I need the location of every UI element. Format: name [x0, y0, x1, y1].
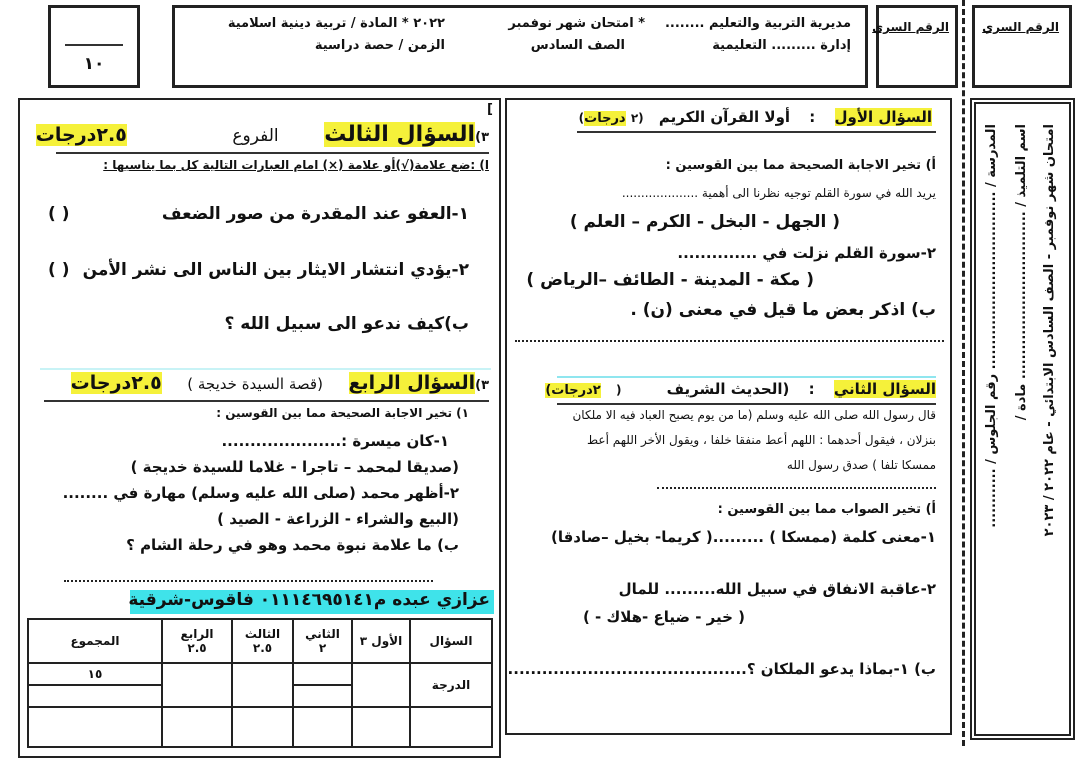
q4-part-a: ١) تخير الاجابة الصحيحة مما بين القوسين :: [216, 406, 469, 420]
q3-marks: ٢.٥درجات: [35, 124, 127, 146]
q3-part-b: ب)كيف ندعو الى سبيل الله ؟: [224, 314, 469, 334]
q3-heading: [36, 122, 489, 147]
q1-marks-open: (٢: [630, 111, 644, 125]
table-header-row: [28, 619, 492, 663]
q1-heading: [579, 108, 932, 126]
time: الزمن / حصة دراسية: [314, 38, 445, 53]
secret-number-box: [872, 5, 958, 88]
header-q2: الثاني ٢: [293, 619, 352, 663]
q2-heading: [545, 380, 936, 398]
q3-topic: الفروع: [232, 126, 279, 146]
table-cell: [28, 707, 162, 747]
student-info-panel: [970, 98, 1075, 740]
q1-colon: :: [809, 108, 816, 126]
hadith-line-1: قال رسول الله صلى الله عليه وسلم (ما من يوم يصبح العباد فيه الا ملكان: [572, 408, 936, 422]
q2-marks-open: (: [615, 383, 622, 397]
q2-item2: ٢-عاقبة الانفاق في سبيل الله......... للمال: [618, 580, 936, 598]
q4-topic: (قصة السيدة خديجة ): [187, 375, 323, 393]
table-cell: [293, 707, 352, 747]
q4-item2-options: (البيع والشراء - الزراعة - الصيد ): [217, 510, 459, 528]
q2-title: السؤال الثاني: [833, 380, 936, 398]
school-line: امتحان شهر نوفمبر - الصف السادس الابتدائي - عام ٢٠٢٢ / ٢٠٢٣: [1041, 124, 1057, 537]
q3-item2: ٢-يؤدي انتشار الايثار بين الناس الى نشر الأمن: [82, 260, 469, 280]
hadith-line-3: ممسكا تلفا ) صدق رسول الله: [786, 458, 936, 472]
secret-number-label: الرقم السري: [982, 20, 1059, 34]
q1-part-a: أ) تخير الاجابة الصحيحة مما بين القوسين :: [665, 158, 936, 173]
q2-item2-options: ( خير - ضياع -هلاك - ): [582, 608, 745, 626]
q4-item2: ٢-أظهر محمد (صلى الله عليه وسلم) مهارة في ........: [62, 484, 459, 502]
q2-part-a: أ) تخير الصواب مما بين القوسين :: [717, 502, 936, 517]
table-row: [28, 663, 492, 685]
q1-topic: أولا القرآن الكريم: [658, 108, 791, 126]
q1-title: السؤال الأول: [834, 108, 932, 126]
q3-item2-answer[interactable]: ( ): [48, 260, 70, 280]
grade-q3-cell[interactable]: [232, 663, 293, 707]
q3-instruction: ا) :ضع علامة(√)أو علامة (×) امام العبارات التالية كل بما يناسبها :: [103, 158, 489, 172]
q2-part-b: ب) ١-بماذا يدعو الملكان ؟..........................................: [507, 660, 936, 678]
q3-item1: ١-العفو عند المقدرة من صور الضعف: [161, 204, 469, 224]
grade-q2-cell[interactable]: [293, 663, 352, 685]
questions-1-2-panel: [505, 98, 952, 735]
teacher-banner: عزازي عبده م٠١١١٤٦٩٥١٤١ فاقوس-شرقية: [130, 590, 494, 614]
table-cell: [162, 707, 232, 747]
header-question: السؤال: [410, 619, 492, 663]
row-label-grade: الدرجة: [410, 663, 492, 707]
hadith-line-2: بنزلان ، فيقول أحدهما : اللهم أعط منفقا خلفا ، ويقول الأخر اللهم أعط: [587, 433, 936, 447]
q4-part-b: ب) ما علامة نبوة محمد وهو في رحلة الشام ؟: [126, 536, 459, 554]
q3-title: السؤال الثالث: [324, 122, 476, 147]
q1-item1-options: ( الجهل - البخل - الكرم – العلم ): [569, 212, 840, 232]
total-max-cell: ١٥: [28, 663, 162, 685]
total-score-cell[interactable]: [28, 685, 162, 707]
total-score: ١٠: [83, 54, 105, 74]
q4-item1-options: (صديقا لمحمد – تاجرا - غلاما للسيدة خديجة ): [130, 458, 459, 476]
q1-marks: درجات: [584, 111, 626, 126]
grades-table: [27, 618, 493, 748]
table-cell: [232, 707, 293, 747]
q1-marks-close: ): [578, 111, 585, 125]
grade-q4-cell[interactable]: [162, 663, 232, 707]
header-total: المجموع: [28, 619, 162, 663]
q4-marks: ٢.٥درجات: [70, 372, 162, 394]
exam-title: * امتحان شهر نوفمبر: [508, 16, 645, 31]
table-cell: [410, 707, 492, 747]
grade-q2-cell-2[interactable]: [293, 685, 352, 707]
directorate: مديرية التربية والتعليم ........: [664, 16, 851, 31]
q2-topic: (الحديث الشريف: [666, 380, 790, 398]
bracket: ]: [487, 102, 493, 117]
q4-item1: ١-كان ميسرة :.....................: [221, 432, 449, 450]
header-q4: الرابع ٢.٥: [162, 619, 232, 663]
score-box: [48, 5, 140, 88]
q1-item2-options: ( مكة - المدينة - الطائف –الرياض ): [526, 270, 814, 290]
secret-number-label: الرقم السري: [872, 20, 949, 34]
q1-item1: يريد الله في سورة القلم توجيه نظرنا الى أهمية ....................: [621, 186, 936, 200]
grade: الصف السادس: [530, 38, 625, 53]
q3-item1-answer[interactable]: ( ): [48, 204, 70, 224]
header-q3: الثالث ٢.٥: [232, 619, 293, 663]
exam-header: [172, 5, 868, 88]
q2-marks: ٢درجات): [545, 383, 601, 398]
q4-title: السؤال الرابع: [348, 372, 476, 394]
q1-item2: ٢-سورة القلم نزلت في ..............: [677, 244, 936, 262]
q4-number: ٣): [475, 378, 489, 393]
administration: إدارة ......... التعليمية: [712, 38, 851, 53]
subject: ٢٠٢٢ * المادة / تربية دينية اسلامية: [227, 16, 445, 31]
q1-part-b: ب) اذكر بعض ما قيل في معنى (ن) .: [630, 300, 936, 320]
q3-number: ٣): [475, 130, 489, 145]
grade-q1-cell[interactable]: [352, 663, 410, 707]
q4-heading: [71, 372, 489, 394]
secret-number-box-2: [972, 5, 1072, 88]
cut-line: [962, 0, 965, 746]
header-q1: الأول ٣: [352, 619, 410, 663]
student-name-line: اسم التلميذ / .................................. مادة /: [1013, 124, 1029, 421]
table-row: [28, 707, 492, 747]
q2-item1: ١-معنى كلمة (ممسكا ) .........( كريما- بخيل –صادقا): [551, 528, 936, 546]
exam-info-line: المدرسة / .................................... رقم الجلوس / ............: [983, 124, 999, 528]
q2-colon: :: [808, 380, 815, 398]
table-cell: [352, 707, 410, 747]
